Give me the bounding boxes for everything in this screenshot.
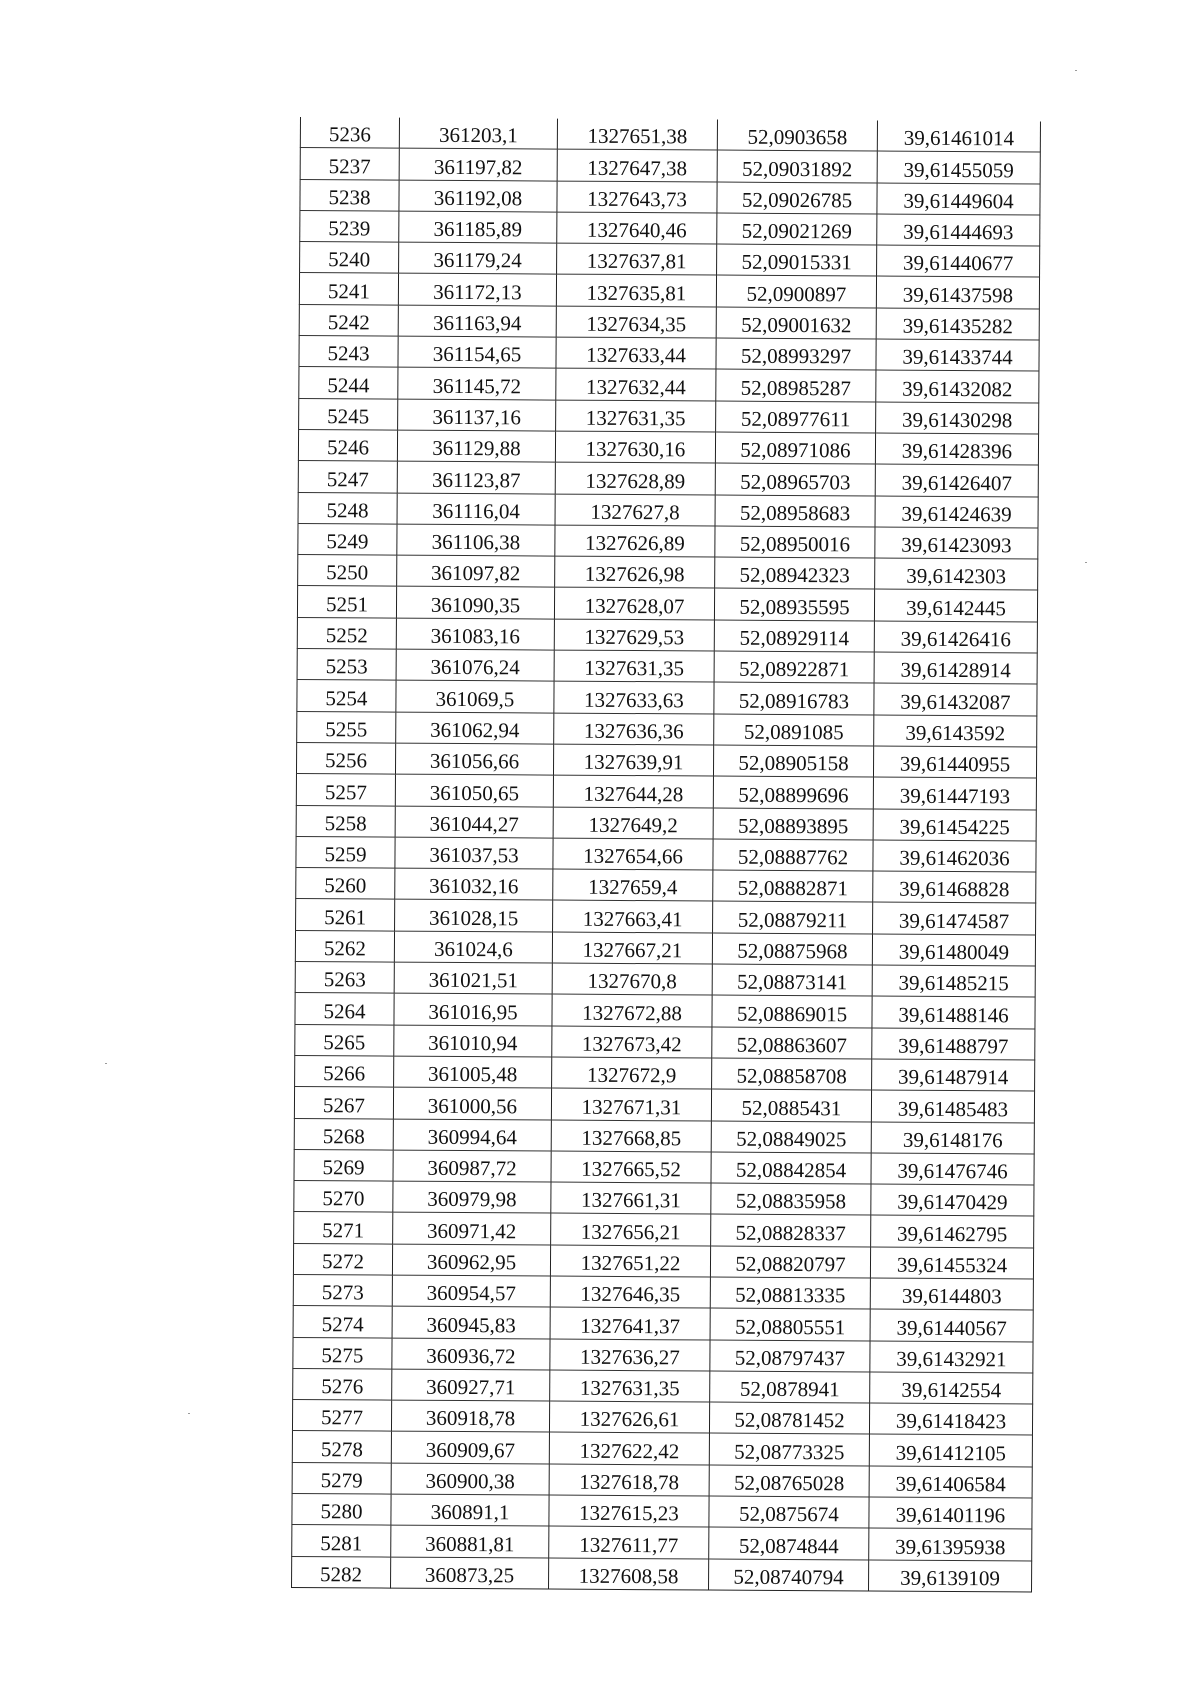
x-coordinate-cell: 360971,42 bbox=[393, 1212, 551, 1244]
table-row bbox=[292, 1462, 1032, 1498]
table-row bbox=[295, 993, 1035, 1029]
longitude-cell: 39,61437598 bbox=[876, 277, 1039, 309]
x-coordinate-cell: 360962,95 bbox=[392, 1244, 550, 1276]
longitude-cell: 39,61440677 bbox=[877, 245, 1040, 277]
table-row bbox=[296, 805, 1036, 841]
point-number-cell: 5257 bbox=[296, 774, 395, 806]
y-coordinate-cell: 1327608,58 bbox=[549, 1558, 709, 1590]
longitude-cell: 39,61449604 bbox=[877, 183, 1040, 215]
x-coordinate-cell: 361145,72 bbox=[398, 367, 556, 399]
longitude-cell: 39,61462036 bbox=[873, 840, 1036, 872]
table-row bbox=[297, 680, 1037, 716]
x-coordinate-cell: 361037,53 bbox=[395, 837, 553, 869]
x-coordinate-cell: 361010,94 bbox=[394, 1025, 552, 1057]
table-row bbox=[300, 179, 1040, 215]
coordinates-table-wrapper bbox=[291, 117, 1040, 1592]
point-number-cell: 5258 bbox=[296, 805, 395, 837]
table-row bbox=[298, 492, 1038, 528]
y-coordinate-cell: 1327649,2 bbox=[553, 807, 713, 839]
latitude-cell: 52,08916783 bbox=[714, 682, 874, 714]
table-row bbox=[294, 1087, 1034, 1123]
y-coordinate-cell: 1327627,8 bbox=[555, 494, 715, 526]
table-row bbox=[294, 1212, 1034, 1248]
y-coordinate-cell: 1327670,8 bbox=[552, 963, 712, 995]
point-number-cell: 5281 bbox=[292, 1525, 391, 1557]
x-coordinate-cell: 361076,24 bbox=[396, 649, 554, 681]
y-coordinate-cell: 1327632,44 bbox=[556, 368, 716, 400]
table-row bbox=[300, 117, 1040, 152]
longitude-cell: 39,61430298 bbox=[876, 402, 1039, 434]
point-number-cell: 5262 bbox=[295, 930, 394, 962]
point-number-cell: 5267 bbox=[294, 1087, 393, 1119]
latitude-cell: 52,08887762 bbox=[713, 839, 873, 871]
longitude-cell: 39,61401196 bbox=[869, 1497, 1032, 1529]
x-coordinate-cell: 361050,65 bbox=[395, 774, 553, 806]
longitude-cell: 39,61444693 bbox=[877, 214, 1040, 246]
y-coordinate-cell: 1327626,61 bbox=[549, 1401, 709, 1433]
table-row bbox=[297, 711, 1037, 747]
point-number-cell: 5251 bbox=[297, 586, 396, 618]
latitude-cell: 52,08942323 bbox=[715, 557, 875, 589]
table-row bbox=[293, 1368, 1033, 1404]
point-number-cell: 5277 bbox=[292, 1400, 391, 1432]
point-number-cell: 5246 bbox=[298, 429, 397, 461]
point-number-cell: 5275 bbox=[293, 1337, 392, 1369]
y-coordinate-cell: 1327673,42 bbox=[552, 1026, 712, 1058]
longitude-cell: 39,61428914 bbox=[874, 652, 1037, 684]
x-coordinate-cell: 361116,04 bbox=[397, 493, 555, 525]
table-row bbox=[298, 429, 1038, 465]
latitude-cell: 52,08893895 bbox=[713, 808, 873, 840]
longitude-cell: 39,6142554 bbox=[870, 1372, 1033, 1404]
y-coordinate-cell: 1327663,41 bbox=[553, 900, 713, 932]
y-coordinate-cell: 1327636,36 bbox=[554, 713, 714, 745]
x-coordinate-cell: 360881,81 bbox=[391, 1525, 549, 1557]
x-coordinate-cell: 360945,83 bbox=[392, 1306, 550, 1338]
point-number-cell: 5241 bbox=[299, 273, 398, 305]
y-coordinate-cell: 1327622,42 bbox=[549, 1433, 709, 1465]
x-coordinate-cell: 361106,38 bbox=[397, 524, 555, 556]
point-number-cell: 5263 bbox=[295, 962, 394, 994]
longitude-cell: 39,61470429 bbox=[871, 1184, 1034, 1216]
latitude-cell: 52,08875968 bbox=[712, 933, 872, 965]
latitude-cell: 52,09015331 bbox=[717, 244, 877, 276]
longitude-cell: 39,61426416 bbox=[874, 621, 1037, 653]
longitude-cell: 39,61412105 bbox=[869, 1434, 1032, 1466]
longitude-cell: 39,6139109 bbox=[869, 1560, 1032, 1592]
table-row bbox=[296, 868, 1036, 904]
longitude-cell: 39,6148176 bbox=[871, 1122, 1034, 1154]
y-coordinate-cell: 1327672,9 bbox=[552, 1057, 712, 1089]
x-coordinate-cell: 360979,98 bbox=[393, 1181, 551, 1213]
point-number-cell: 5274 bbox=[293, 1306, 392, 1338]
scan-speck bbox=[105, 1063, 107, 1064]
y-coordinate-cell: 1327646,35 bbox=[550, 1276, 710, 1308]
table-row bbox=[296, 836, 1036, 872]
latitude-cell: 52,09026785 bbox=[717, 182, 877, 214]
longitude-cell: 39,6143592 bbox=[874, 715, 1037, 747]
longitude-cell: 39,61395938 bbox=[869, 1528, 1032, 1560]
y-coordinate-cell: 1327668,85 bbox=[551, 1120, 711, 1152]
longitude-cell: 39,61487914 bbox=[872, 1059, 1035, 1091]
point-number-cell: 5252 bbox=[297, 617, 396, 649]
latitude-cell: 52,08950016 bbox=[715, 526, 875, 558]
x-coordinate-cell: 361000,56 bbox=[393, 1087, 551, 1119]
scan-speck bbox=[1075, 70, 1077, 71]
table-row bbox=[294, 1118, 1034, 1154]
y-coordinate-cell: 1327651,22 bbox=[550, 1245, 710, 1277]
table-row bbox=[293, 1306, 1033, 1342]
latitude-cell: 52,08965703 bbox=[715, 463, 875, 495]
y-coordinate-cell: 1327639,91 bbox=[553, 744, 713, 776]
y-coordinate-cell: 1327615,23 bbox=[549, 1495, 709, 1527]
longitude-cell: 39,61461014 bbox=[877, 121, 1040, 153]
y-coordinate-cell: 1327640,46 bbox=[557, 212, 717, 244]
latitude-cell: 52,08849025 bbox=[711, 1121, 871, 1153]
y-coordinate-cell: 1327647,38 bbox=[557, 149, 717, 181]
latitude-cell: 52,0900897 bbox=[716, 276, 876, 308]
table-row bbox=[300, 242, 1040, 278]
y-coordinate-cell: 1327626,98 bbox=[555, 556, 715, 588]
longitude-cell: 39,61454225 bbox=[873, 809, 1036, 841]
point-number-cell: 5266 bbox=[295, 1055, 394, 1087]
latitude-cell: 52,09021269 bbox=[717, 213, 877, 245]
y-coordinate-cell: 1327665,52 bbox=[551, 1151, 711, 1183]
y-coordinate-cell: 1327659,4 bbox=[553, 869, 713, 901]
point-number-cell: 5239 bbox=[300, 210, 399, 242]
latitude-cell: 52,08922871 bbox=[714, 651, 874, 683]
x-coordinate-cell: 361032,16 bbox=[395, 868, 553, 900]
x-coordinate-cell: 361172,13 bbox=[398, 274, 556, 306]
y-coordinate-cell: 1327637,81 bbox=[557, 243, 717, 275]
latitude-cell: 52,08858708 bbox=[712, 1058, 872, 1090]
point-number-cell: 5279 bbox=[292, 1462, 391, 1494]
longitude-cell: 39,6142303 bbox=[875, 558, 1038, 590]
latitude-cell: 52,0875674 bbox=[709, 1496, 869, 1528]
longitude-cell: 39,61488146 bbox=[872, 996, 1035, 1028]
latitude-cell: 52,08813335 bbox=[710, 1277, 870, 1309]
latitude-cell: 52,08828337 bbox=[711, 1214, 871, 1246]
x-coordinate-cell: 360994,64 bbox=[393, 1119, 551, 1151]
latitude-cell: 52,09031892 bbox=[717, 150, 877, 182]
latitude-cell: 52,08765028 bbox=[709, 1465, 869, 1497]
point-number-cell: 5240 bbox=[300, 242, 399, 274]
table-row bbox=[299, 336, 1039, 372]
x-coordinate-cell: 360936,72 bbox=[392, 1338, 550, 1370]
latitude-cell: 52,08773325 bbox=[709, 1433, 869, 1465]
latitude-cell: 52,09001632 bbox=[716, 307, 876, 339]
table-row bbox=[300, 148, 1040, 184]
point-number-cell: 5237 bbox=[300, 148, 399, 180]
point-number-cell: 5242 bbox=[299, 304, 398, 336]
longitude-cell: 39,6144803 bbox=[870, 1278, 1033, 1310]
y-coordinate-cell: 1327628,89 bbox=[555, 462, 715, 494]
point-number-cell: 5278 bbox=[292, 1431, 391, 1463]
point-number-cell: 5250 bbox=[298, 555, 397, 587]
y-coordinate-cell: 1327635,81 bbox=[556, 275, 716, 307]
y-coordinate-cell: 1327628,07 bbox=[554, 588, 714, 620]
point-number-cell: 5280 bbox=[292, 1494, 391, 1526]
point-number-cell: 5271 bbox=[294, 1212, 393, 1244]
y-coordinate-cell: 1327618,78 bbox=[549, 1464, 709, 1496]
latitude-cell: 52,08882871 bbox=[713, 870, 873, 902]
latitude-cell: 52,08899696 bbox=[713, 776, 873, 808]
x-coordinate-cell: 360873,25 bbox=[391, 1557, 549, 1589]
latitude-cell: 52,08781452 bbox=[709, 1402, 869, 1434]
table-row bbox=[294, 1181, 1034, 1217]
longitude-cell: 39,61474587 bbox=[873, 902, 1036, 934]
table-row bbox=[297, 586, 1037, 622]
x-coordinate-cell: 361005,48 bbox=[394, 1056, 552, 1088]
longitude-cell: 39,61455059 bbox=[877, 151, 1040, 183]
longitude-cell: 39,61428396 bbox=[875, 433, 1038, 465]
x-coordinate-cell: 361097,82 bbox=[397, 555, 555, 587]
y-coordinate-cell: 1327631,35 bbox=[550, 1370, 710, 1402]
y-coordinate-cell: 1327672,88 bbox=[552, 994, 712, 1026]
point-number-cell: 5260 bbox=[296, 868, 395, 900]
longitude-cell: 39,61468828 bbox=[873, 871, 1036, 903]
table-row bbox=[293, 1274, 1033, 1310]
x-coordinate-cell: 361154,65 bbox=[398, 336, 556, 368]
x-coordinate-cell: 361021,51 bbox=[394, 962, 552, 994]
latitude-cell: 52,08935595 bbox=[714, 588, 874, 620]
x-coordinate-cell: 361185,89 bbox=[399, 211, 557, 243]
x-coordinate-cell: 361163,94 bbox=[398, 305, 556, 337]
y-coordinate-cell: 1327634,35 bbox=[556, 306, 716, 338]
point-number-cell: 5268 bbox=[294, 1118, 393, 1150]
latitude-cell: 52,08797437 bbox=[710, 1340, 870, 1372]
longitude-cell: 39,61440955 bbox=[873, 746, 1036, 778]
latitude-cell: 52,08740794 bbox=[709, 1559, 869, 1591]
point-number-cell: 5249 bbox=[298, 523, 397, 555]
point-number-cell: 5243 bbox=[299, 336, 398, 368]
point-number-cell: 5253 bbox=[297, 649, 396, 681]
x-coordinate-cell: 360918,78 bbox=[391, 1400, 549, 1432]
y-coordinate-cell: 1327633,63 bbox=[554, 681, 714, 713]
point-number-cell: 5244 bbox=[299, 367, 398, 399]
longitude-cell: 39,61485215 bbox=[872, 965, 1035, 997]
table-row bbox=[297, 617, 1037, 653]
longitude-cell: 39,61418423 bbox=[869, 1403, 1032, 1435]
y-coordinate-cell: 1327671,31 bbox=[551, 1088, 711, 1120]
table-row bbox=[299, 273, 1039, 309]
y-coordinate-cell: 1327643,73 bbox=[557, 181, 717, 213]
table-body bbox=[292, 117, 1041, 1592]
x-coordinate-cell: 360900,38 bbox=[391, 1463, 549, 1495]
latitude-cell: 52,0874844 bbox=[709, 1527, 869, 1559]
point-number-cell: 5272 bbox=[293, 1243, 392, 1275]
table-row bbox=[296, 742, 1036, 778]
latitude-cell: 52,08958683 bbox=[715, 495, 875, 527]
x-coordinate-cell: 361179,24 bbox=[399, 242, 557, 274]
latitude-cell: 52,0891085 bbox=[714, 714, 874, 746]
x-coordinate-cell: 360954,57 bbox=[392, 1275, 550, 1307]
latitude-cell: 52,08805551 bbox=[710, 1308, 870, 1340]
y-coordinate-cell: 1327661,31 bbox=[551, 1182, 711, 1214]
latitude-cell: 52,08869015 bbox=[712, 995, 872, 1027]
y-coordinate-cell: 1327611,77 bbox=[549, 1526, 709, 1558]
longitude-cell: 39,61432082 bbox=[876, 370, 1039, 402]
longitude-cell: 39,61432921 bbox=[870, 1341, 1033, 1373]
longitude-cell: 39,61423093 bbox=[875, 527, 1038, 559]
y-coordinate-cell: 1327654,66 bbox=[553, 838, 713, 870]
longitude-cell: 39,61424639 bbox=[875, 496, 1038, 528]
table-row bbox=[298, 523, 1038, 559]
x-coordinate-cell: 360891,1 bbox=[391, 1494, 549, 1526]
table-row bbox=[299, 367, 1039, 403]
longitude-cell: 39,6142445 bbox=[874, 589, 1037, 621]
table-row bbox=[292, 1400, 1032, 1436]
point-number-cell: 5276 bbox=[293, 1368, 392, 1400]
latitude-cell: 52,08977611 bbox=[716, 401, 876, 433]
point-number-cell: 5269 bbox=[294, 1149, 393, 1181]
latitude-cell: 52,08842854 bbox=[711, 1152, 871, 1184]
table-row bbox=[300, 210, 1040, 246]
latitude-cell: 52,08971086 bbox=[715, 432, 875, 464]
x-coordinate-cell: 361044,27 bbox=[395, 806, 553, 838]
point-number-cell: 5282 bbox=[292, 1556, 391, 1588]
y-coordinate-cell: 1327631,35 bbox=[554, 650, 714, 682]
point-number-cell: 5245 bbox=[299, 398, 398, 430]
table-row bbox=[292, 1525, 1032, 1561]
y-coordinate-cell: 1327633,44 bbox=[556, 337, 716, 369]
point-number-cell: 5259 bbox=[296, 836, 395, 868]
table-row bbox=[297, 649, 1037, 685]
latitude-cell: 52,08993297 bbox=[716, 338, 876, 370]
y-coordinate-cell: 1327636,27 bbox=[550, 1339, 710, 1371]
y-coordinate-cell: 1327656,21 bbox=[551, 1213, 711, 1245]
table-row bbox=[292, 1556, 1032, 1592]
latitude-cell: 52,08820797 bbox=[710, 1246, 870, 1278]
x-coordinate-cell: 361123,87 bbox=[397, 461, 555, 493]
x-coordinate-cell: 361197,82 bbox=[399, 148, 557, 180]
table-row bbox=[296, 774, 1036, 810]
y-coordinate-cell: 1327626,89 bbox=[555, 525, 715, 557]
x-coordinate-cell: 361069,5 bbox=[396, 680, 554, 712]
point-number-cell: 5255 bbox=[297, 711, 396, 743]
y-coordinate-cell: 1327629,53 bbox=[554, 619, 714, 651]
longitude-cell: 39,61455324 bbox=[870, 1247, 1033, 1279]
x-coordinate-cell: 361203,1 bbox=[399, 118, 557, 150]
table-row bbox=[295, 930, 1035, 966]
y-coordinate-cell: 1327644,28 bbox=[553, 775, 713, 807]
x-coordinate-cell: 360927,71 bbox=[392, 1369, 550, 1401]
longitude-cell: 39,61440567 bbox=[870, 1309, 1033, 1341]
longitude-cell: 39,61406584 bbox=[869, 1466, 1032, 1498]
point-number-cell: 5256 bbox=[296, 742, 395, 774]
table-row bbox=[293, 1337, 1033, 1373]
longitude-cell: 39,61480049 bbox=[872, 934, 1035, 966]
latitude-cell: 52,0878941 bbox=[710, 1371, 870, 1403]
x-coordinate-cell: 361192,08 bbox=[399, 180, 557, 212]
point-number-cell: 5248 bbox=[298, 492, 397, 524]
x-coordinate-cell: 361129,88 bbox=[397, 430, 555, 462]
x-coordinate-cell: 361024,6 bbox=[394, 931, 552, 963]
x-coordinate-cell: 361062,94 bbox=[396, 712, 554, 744]
table-row bbox=[296, 899, 1036, 935]
y-coordinate-cell: 1327667,21 bbox=[552, 932, 712, 964]
x-coordinate-cell: 360909,67 bbox=[391, 1432, 549, 1464]
point-number-cell: 5270 bbox=[294, 1181, 393, 1213]
point-number-cell: 5238 bbox=[300, 179, 399, 211]
longitude-cell: 39,61485483 bbox=[871, 1090, 1034, 1122]
table-row bbox=[298, 461, 1038, 497]
x-coordinate-cell: 360987,72 bbox=[393, 1150, 551, 1182]
latitude-cell: 52,0903658 bbox=[717, 120, 877, 152]
scan-speck bbox=[1085, 562, 1087, 563]
y-coordinate-cell: 1327651,38 bbox=[557, 119, 717, 151]
latitude-cell: 52,08985287 bbox=[716, 369, 876, 401]
point-number-cell: 5261 bbox=[296, 899, 395, 931]
latitude-cell: 52,0885431 bbox=[711, 1089, 871, 1121]
table-row bbox=[294, 1149, 1034, 1185]
table-row bbox=[292, 1431, 1032, 1467]
latitude-cell: 52,08929114 bbox=[714, 620, 874, 652]
table-row bbox=[295, 1055, 1035, 1091]
x-coordinate-cell: 361028,15 bbox=[395, 900, 553, 932]
longitude-cell: 39,61476746 bbox=[871, 1153, 1034, 1185]
longitude-cell: 39,61488797 bbox=[872, 1028, 1035, 1060]
latitude-cell: 52,08863607 bbox=[712, 1027, 872, 1059]
table-row bbox=[299, 304, 1039, 340]
table-row bbox=[295, 962, 1035, 998]
point-number-cell: 5264 bbox=[295, 993, 394, 1025]
latitude-cell: 52,08835958 bbox=[711, 1183, 871, 1215]
table-row bbox=[299, 398, 1039, 434]
latitude-cell: 52,08905158 bbox=[713, 745, 873, 777]
y-coordinate-cell: 1327630,16 bbox=[555, 431, 715, 463]
longitude-cell: 39,61462795 bbox=[871, 1215, 1034, 1247]
x-coordinate-cell: 361056,66 bbox=[395, 743, 553, 775]
point-number-cell: 5236 bbox=[300, 117, 399, 148]
table-row bbox=[293, 1243, 1033, 1279]
x-coordinate-cell: 361090,35 bbox=[396, 587, 554, 619]
scan-speck bbox=[188, 1413, 190, 1414]
table-row bbox=[295, 1024, 1035, 1060]
y-coordinate-cell: 1327631,35 bbox=[556, 400, 716, 432]
point-number-cell: 5265 bbox=[295, 1024, 394, 1056]
coordinates-table bbox=[291, 117, 1041, 1592]
longitude-cell: 39,61432087 bbox=[874, 683, 1037, 715]
longitude-cell: 39,61447193 bbox=[873, 777, 1036, 809]
latitude-cell: 52,08879211 bbox=[713, 901, 873, 933]
longitude-cell: 39,61433744 bbox=[876, 339, 1039, 371]
point-number-cell: 5247 bbox=[298, 461, 397, 493]
table-row bbox=[298, 555, 1038, 591]
x-coordinate-cell: 361137,16 bbox=[398, 399, 556, 431]
point-number-cell: 5273 bbox=[293, 1274, 392, 1306]
latitude-cell: 52,08873141 bbox=[712, 964, 872, 996]
y-coordinate-cell: 1327641,37 bbox=[550, 1307, 710, 1339]
x-coordinate-cell: 361016,95 bbox=[394, 993, 552, 1025]
longitude-cell: 39,61426407 bbox=[875, 464, 1038, 496]
table-row bbox=[292, 1494, 1032, 1530]
point-number-cell: 5254 bbox=[297, 680, 396, 712]
longitude-cell: 39,61435282 bbox=[876, 308, 1039, 340]
x-coordinate-cell: 361083,16 bbox=[396, 618, 554, 650]
